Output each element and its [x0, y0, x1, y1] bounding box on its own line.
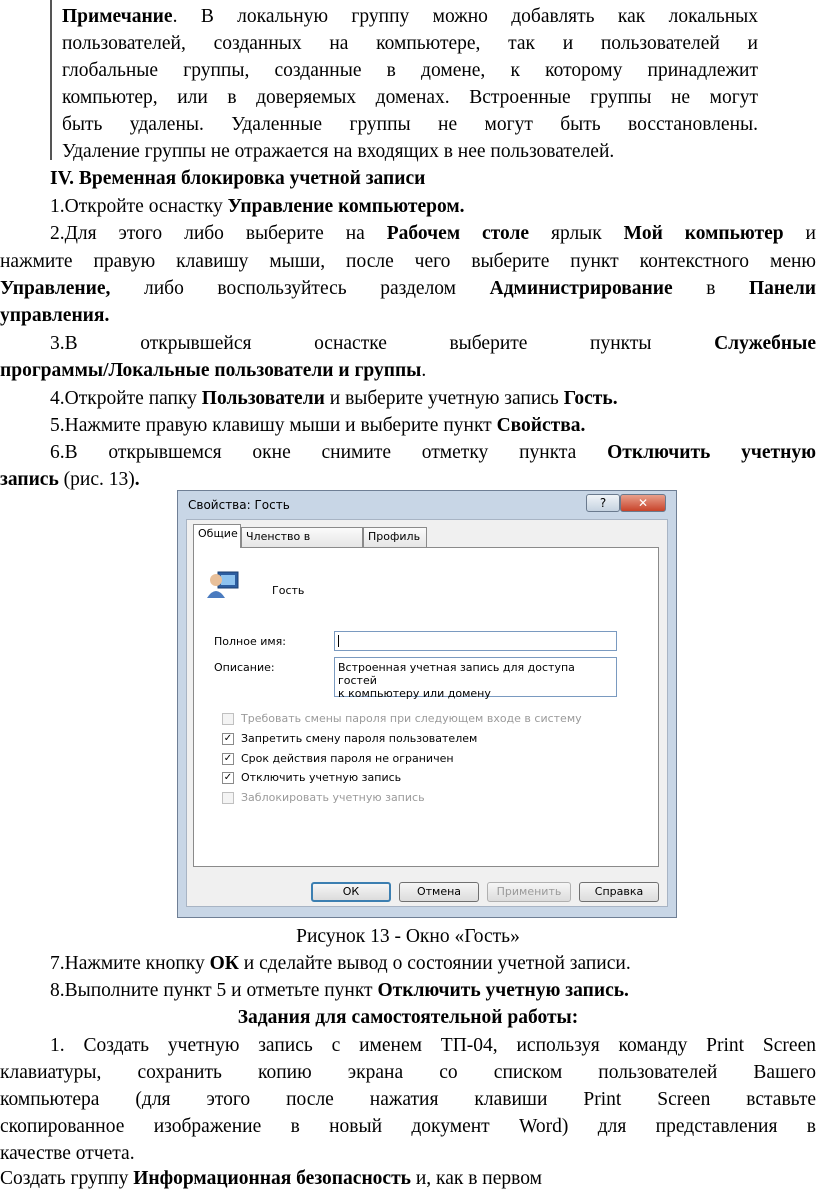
step-6-line-2: запись (рис. 13). — [0, 469, 140, 490]
step-3-line-1: 3.В открывшейся оснастке выберите пункты Служебные — [50, 333, 816, 354]
tab-general[interactable]: Общие — [193, 524, 241, 548]
help-title-button[interactable]: ? — [586, 494, 620, 512]
task-1-line-5: качестве отчета. — [0, 1143, 135, 1164]
checkbox-lock-account[interactable] — [222, 792, 234, 804]
checkbox-password-never-expires[interactable]: ✓ — [223, 753, 233, 764]
note-line-4: компьютер, или в доверяемых доменах. Встроенные группы не могут — [62, 87, 758, 108]
note-line-3: глобальные группы, созданные в домене, к которому принадлежит — [62, 60, 758, 81]
note-line-5: быть удалены. Удаленные группы не могут быть восстановлены. — [62, 114, 758, 135]
tasks-heading: Задания для самостоятельной работы: — [237, 1007, 579, 1028]
apply-button[interactable]: Применить — [487, 882, 571, 902]
user-name: Гость — [272, 584, 305, 597]
ok-button[interactable]: ОК — [311, 882, 391, 902]
full-name-input[interactable] — [334, 631, 617, 651]
section-heading: IV. Временная блокировка учетной записи — [50, 168, 426, 189]
user-icon — [206, 570, 240, 600]
figure-caption: Рисунок 13 - Окно «Гость» — [296, 926, 520, 947]
checkbox-label: Запретить смену пароля пользователем — [241, 732, 478, 745]
note-line-6: Удаление группы не отражается на входящих в нее пользователей. — [62, 141, 615, 162]
help-button[interactable]: Справка — [579, 882, 659, 902]
note-line-1: Примечание. В локальную группу можно добавлять как локальных — [62, 6, 758, 27]
checkbox-label: Заблокировать учетную запись — [241, 791, 425, 804]
full-name-label: Полное имя: — [214, 635, 286, 648]
step-2-line-1: 2.Для этого либо выберите на Рабочем столе ярлык Мой компьютер и — [50, 223, 816, 244]
checkbox-disable-account[interactable]: ✓ — [223, 772, 233, 783]
checkbox-label: Отключить учетную запись — [241, 771, 402, 784]
task-1-line-3: компьютера (для этого после нажатия клавиши Print Screen вставьте — [0, 1089, 816, 1110]
checkbox-require-password-change[interactable] — [222, 713, 234, 725]
checkbox-label: Требовать смены пароля при следующем входе в систему — [241, 712, 582, 725]
tab-membership[interactable]: Членство в — [241, 527, 363, 547]
properties-dialog — [177, 490, 677, 918]
note-border — [50, 0, 52, 160]
dialog-body — [186, 519, 668, 907]
description-input[interactable]: Встроенная учетная запись для доступа гостей к компьютеру или домену — [334, 657, 617, 697]
step-7: 7.Нажмите кнопку ОК и сделайте вывод о состоянии учетной записи. — [50, 953, 631, 974]
description-label: Описание: — [214, 661, 275, 674]
close-button[interactable]: ✕ — [620, 494, 666, 512]
dialog-title: Свойства: Гость — [188, 498, 290, 512]
cancel-button[interactable]: Отмена — [399, 882, 479, 902]
checkbox-label: Срок действия пароля не ограничен — [241, 752, 454, 765]
step-8: 8.Выполните пункт 5 и отметьте пункт Отключить учетную запись. — [50, 980, 629, 1001]
checkbox-prevent-password-change[interactable]: ✓ — [223, 733, 233, 744]
task-1-line-1: 1. Создать учетную запись с именем ТП-04, используя команду Print Screen — [50, 1035, 816, 1056]
task-1-line-2: клавиатуры, сохранить копию экрана со списком пользователей Вашего — [0, 1062, 816, 1083]
step-5: 5.Нажмите правую клавишу мыши и выберите пункт Свойства. — [50, 415, 586, 436]
step-2-line-3: Управление, либо воспользуйтесь разделом Администрирование в Панели — [0, 278, 816, 299]
note-line-2: пользователей, созданных на компьютере, так и пользователей и — [62, 33, 758, 54]
step-2-line-2: нажмите правую клавишу мыши, после чего выберите пункт контекстного меню — [0, 251, 816, 272]
step-6-line-1: 6.В открывшемся окне снимите отметку пункта Отключить учетную — [50, 442, 816, 463]
step-2-line-4: управления. — [0, 305, 110, 326]
task-1-line-4: скопированное изображение в новый документ Word) для представления в — [0, 1116, 816, 1137]
text-cursor — [338, 635, 339, 647]
tab-profile[interactable]: Профиль — [363, 527, 427, 547]
step-4: 4.Откройте папку Пользователи и выберите учетную запись Гость. — [50, 388, 618, 409]
general-panel — [193, 547, 659, 867]
task-2-line-1: Создать группу Информационная безопасность и, как в первом — [0, 1168, 542, 1189]
step-1: 1.Откройте оснастку Управление компьютером. — [50, 196, 465, 217]
step-3-line-2: программы/Локальные пользователи и группы. — [0, 360, 427, 381]
